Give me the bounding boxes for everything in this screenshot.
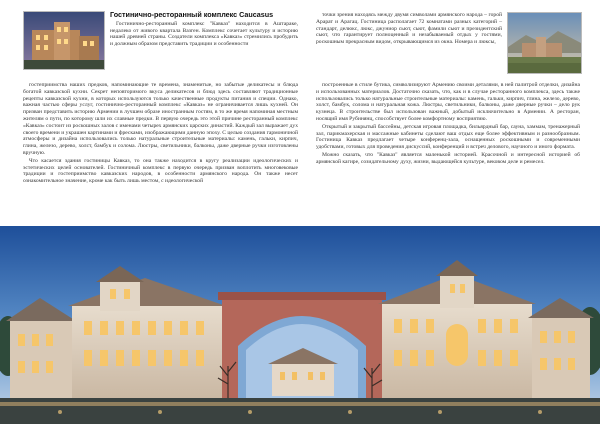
right-top-paragraph: точки зрения находясь между двумя символами армянского народа – горой Арарат и Арагац. Гостиница располагает 72 комнатами разных категорий – стандарт, делюкс, люкс, джуниор сьют, сьют, фамили сьют и президентский сьют, что гарантирует полноценный и незабываемый отдых у гостями, роскошным прекрасным видом, открывающимся из окна. Номера и люксы, xyxy=(316,12,502,46)
right-paragraph: Открытый и закрытый бассейны, детская игровая площадка, бильярдный бар, сауна, хаммам, тренажерный зал, парикмахерская и массажные кабинеты сделают ваш отдых еще более эффективным и разнообразным. Гостиница Кавказ предлагает четыре конференц-зала, оснащенных роскошными и современными удобствами, готовых для проведения дискуссий, конференций и встреч делового, научного и иного формата. xyxy=(316,123,580,151)
hotel-dusk-photo xyxy=(23,11,105,70)
right-paragraph: построенные в стиле бутика, символизируют Армению своими деталями, в ней палитрой отделки, дизайна и использованных материалов. Достаточно сказать, что, как и в случае ресторанного комплекса, здесь также использовались только натуральные строительные материалы: камень, гальки, кирпич, глина, железо, дерево, холст, бамбук, солома и натуральная кожа. Люстры, светильники, балконы, даже дверные ручки – дело рук кузнеца. В строительстве был использован важный, добытый исключительно в Армении. А ресторан, носящий имя Рубинянц, способствует более комфортному восприятию. xyxy=(316,82,580,122)
article-title: Гостинично-ресторанный комплекс Caucasus xyxy=(110,10,274,19)
hotel-panorama xyxy=(0,226,600,424)
right-column xyxy=(316,82,580,167)
intro-paragraph: Гостинично-ресторанный комплекс "Кавказ" находится в Аштараке, недалеко от живого квартала Вазген. Комплекс сочетает культуру и историю нашей древней страны. Создатели комплекса «Кавказ» стремились пробудить и должным образом представить традиции и особенности xyxy=(110,20,298,48)
intro-block xyxy=(110,12,298,49)
hotel-landscape-photo xyxy=(507,12,582,74)
right-paragraph: Можно сказать, что "Кавказ" является маленькой историей. Красочной и интересной историей об армянской кагире, созидательному духу, жизни, выдающейся культуре, вековом деле и ремесел. xyxy=(316,151,580,165)
left-paragraph: гостеприимства наших предков, напоминающие те времена, знаменитые, но забытые деликатесы и блюда богатой кавказской кухни. Секрет неповторимого вкуса деликатесов и блюд здесь составляют традиционные рецепты кавказской кухни, в которых используются только качественные продукты питания и специи. Однако, важная частью сферы услуг, гостинично-ресторанный комплекс «Кавказ» не ограничивается лишь кухней. Он призван представить историю Армении в лучшем образе иностранным гостям, в то же время напоминая местным жителям о пути, по которому шли их славные предки. В первую очередь это этой причине ресторанный комплекс «Кавказ» состоит из роскошных залов с именами четырех армянских царских династий. Каждый зал выражает дух своего времени и украшен картинами и фресками, изображающими данную эпоху. С целью создания гармоничной атмосферы и дизайна использовались только натуральные строительные материалы: камень, гальки, кирпич, глина, железо, дерево, холст, бамбук и солома. Люстры, светильники, балконы, даже дверные ручки изготовлены вручную. xyxy=(23,82,298,156)
hotel-landscape-illustration xyxy=(508,13,581,73)
hotel-panorama-illustration xyxy=(0,226,600,424)
left-column xyxy=(23,82,298,186)
left-paragraph: Что касается здания гостиницы Кавказ, то она также находится в кругу реализации идеологических и эстетических целей основателей. Гостиничный комплекс в первую очередь призван воплотить многовековые традиции и гостеприимство кавказских народов, в особенности армянского народа. Он также несет ознакомительное значение, кроме как быть лишь местом, с идеологической xyxy=(23,157,298,185)
right-top-block xyxy=(316,12,502,47)
hotel-dusk-illustration xyxy=(24,12,104,69)
